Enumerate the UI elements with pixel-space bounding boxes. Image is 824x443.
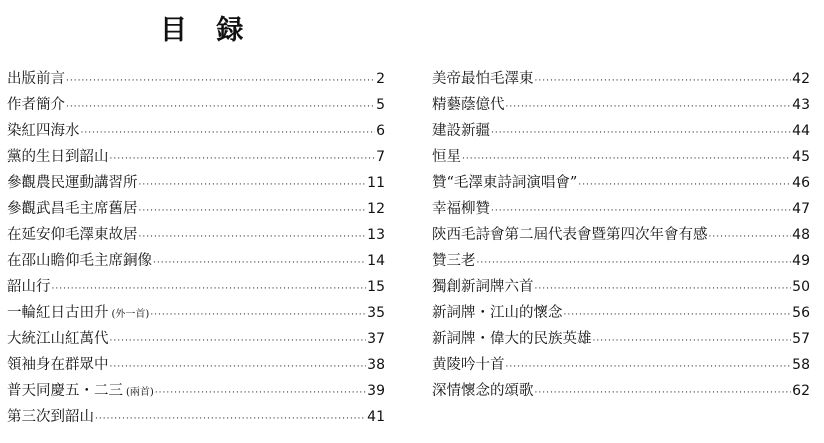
toc-entry-page-number: 2 (376, 71, 385, 87)
toc-entry-title-text: 黄陵吟十首 (432, 357, 505, 373)
toc-entry-page-number: 57 (792, 331, 810, 347)
toc-entry[interactable] (7, 170, 385, 196)
toc-entry-title (7, 222, 138, 248)
dot-leader (139, 224, 367, 250)
toc-entry-title-text: 獨創新詞牌六首 (432, 279, 534, 295)
toc-entry[interactable] (432, 378, 810, 404)
toc-entry[interactable] (7, 222, 385, 248)
page-title: 目 録 (160, 15, 254, 46)
dot-leader (564, 302, 792, 328)
dot-leader (66, 94, 375, 120)
toc-entry-page-number: 12 (367, 201, 385, 217)
toc-entry-title (7, 404, 94, 430)
toc-entry[interactable] (432, 300, 810, 326)
toc-entry-title (7, 92, 65, 118)
toc-entry-title-text: 大統江山紅萬代 (7, 331, 109, 347)
toc-entry-page-number: 43 (792, 97, 810, 113)
toc-entry-title (432, 352, 505, 378)
dot-leader (535, 380, 792, 406)
toc-entry-page-number: 62 (792, 383, 810, 399)
dot-leader (491, 120, 791, 146)
toc-entry-page-number: 49 (792, 253, 810, 269)
toc-entry-title (7, 378, 154, 406)
toc-entry-title (7, 196, 138, 222)
dot-leader (477, 250, 792, 276)
dot-leader (491, 198, 791, 224)
toc-entry[interactable] (432, 92, 810, 118)
dot-leader (153, 250, 366, 276)
dot-leader (535, 276, 792, 302)
toc-entry-page-number: 13 (367, 227, 385, 243)
toc-entry-title (432, 66, 534, 92)
toc-entry[interactable] (7, 248, 385, 274)
toc-entry[interactable] (432, 352, 810, 378)
toc-entry[interactable] (432, 326, 810, 352)
toc-entry[interactable] (7, 274, 385, 300)
dot-leader (462, 146, 791, 172)
toc-entry-page-number: 38 (367, 357, 385, 373)
toc-entry-title (432, 300, 563, 326)
toc-entry-title (432, 274, 534, 300)
dot-leader (110, 328, 367, 354)
dot-leader (150, 302, 366, 328)
toc-entry[interactable] (7, 196, 385, 222)
dot-leader (535, 68, 792, 94)
dot-leader (155, 380, 366, 406)
dot-leader (95, 406, 366, 432)
toc-entry-title-text: 一輪紅日古田升 (7, 305, 109, 321)
toc-entry-title (432, 196, 490, 222)
toc-entry-title (7, 248, 152, 274)
toc-entry-title-text: 出版前言 (7, 71, 65, 87)
toc-entry[interactable] (7, 378, 385, 404)
toc-entry[interactable] (7, 118, 385, 144)
toc-entry-title-text: 新詞牌・江山的懷念 (432, 305, 563, 321)
toc-entry-page-number: 41 (367, 409, 385, 425)
dot-leader (110, 146, 376, 172)
toc-entry[interactable] (432, 274, 810, 300)
toc-entry-title (7, 300, 149, 328)
toc-entry-title-text: 建設新疆 (432, 123, 490, 139)
toc-entry-title-text: 在邵山瞻仰毛主席銅像 (7, 253, 152, 269)
toc-entry-page-number: 14 (367, 253, 385, 269)
toc-entry-title (432, 326, 592, 352)
toc-entry[interactable] (432, 196, 810, 222)
toc-entry[interactable] (7, 144, 385, 170)
toc-entry[interactable] (7, 300, 385, 326)
toc-entry-page-number: 46 (792, 175, 810, 191)
toc-entry[interactable] (7, 326, 385, 352)
toc-entry-page-number: 11 (367, 175, 385, 191)
toc-entry-title (7, 274, 51, 300)
toc-column-right (432, 66, 810, 404)
toc-entry[interactable] (432, 66, 810, 92)
dot-leader (110, 354, 367, 380)
toc-entry-title-text: 贊“毛澤東詩詞演唱會” (432, 175, 578, 191)
toc-entry-title (7, 66, 65, 92)
dot-leader (506, 94, 792, 120)
toc-entry-title-text: 韶山行 (7, 279, 51, 295)
toc-entry-title-text: 新詞牌・偉大的民族英雄 (432, 331, 592, 347)
toc-entry-page-number: 44 (792, 123, 810, 139)
toc-entry-title-text: 在延安仰毛澤東故居 (7, 227, 138, 243)
toc-entry-title (432, 222, 708, 248)
toc-entry-page-number: 5 (376, 97, 385, 113)
toc-entry-page-number: 15 (367, 279, 385, 295)
toc-entry[interactable] (7, 352, 385, 378)
toc-entry-page-number: 48 (792, 227, 810, 243)
toc-entry-title (432, 118, 490, 144)
toc-entry-note: (兩首) (126, 387, 154, 398)
toc-entry-note: (外一首) (111, 309, 150, 320)
toc-entry-title (7, 326, 109, 352)
toc-entry-title-text: 陝西毛詩會第二屆代表會暨第四次年會有感 (432, 227, 708, 243)
toc-entry-title (432, 248, 476, 274)
toc-entry-title (432, 92, 505, 118)
dot-leader (52, 276, 367, 302)
dot-leader (139, 172, 367, 198)
toc-entry-page-number: 45 (792, 149, 810, 165)
toc-entry-page-number: 39 (367, 383, 385, 399)
toc-entry-title-text: 深情懷念的頌歌 (432, 383, 534, 399)
toc-entry[interactable] (432, 118, 810, 144)
toc-entry-title (432, 378, 534, 404)
toc-entry-title-text: 幸福柳贊 (432, 201, 490, 217)
toc-entry[interactable] (432, 170, 810, 196)
toc-entry-title-text: 第三次到韶山 (7, 409, 94, 425)
toc-entry-title (432, 144, 461, 170)
toc-entry-title-text: 精藝蔭億代 (432, 97, 505, 113)
toc-entry[interactable] (432, 248, 810, 274)
toc-entry[interactable] (7, 404, 385, 430)
dot-leader (139, 198, 367, 224)
toc-entry-title (7, 170, 138, 196)
toc-entry-page-number: 50 (792, 279, 810, 295)
toc-entry[interactable] (7, 66, 385, 92)
toc-entry-title-text: 領袖身在群眾中 (7, 357, 109, 373)
toc-entry-title-text: 染紅四海水 (7, 123, 80, 139)
toc-entry-page-number: 6 (376, 123, 385, 139)
toc-entry-page-number: 7 (376, 149, 385, 165)
toc-entry-page-number: 56 (792, 305, 810, 321)
dot-leader (593, 328, 792, 354)
toc-entry-title-text: 美帝最怕毛澤東 (432, 71, 534, 87)
toc-entry[interactable] (432, 144, 810, 170)
toc-entry-page-number: 35 (367, 305, 385, 321)
toc-entry-title-text: 黨的生日到韶山 (7, 149, 109, 165)
dot-leader (709, 224, 792, 250)
toc-entry-title (7, 118, 80, 144)
toc-entry-title (7, 352, 109, 378)
toc-entry-page-number: 58 (792, 357, 810, 373)
toc-entry-page-number: 37 (367, 331, 385, 347)
toc-entry-title-text: 贊三老 (432, 253, 476, 269)
dot-leader (578, 172, 791, 198)
toc-entry-title (7, 144, 109, 170)
toc-entry[interactable] (432, 222, 810, 248)
toc-entry-title (432, 170, 577, 196)
dot-leader (506, 354, 792, 380)
toc-entry-title-text: 參觀農民運動講習所 (7, 175, 138, 191)
toc-entry-title-text: 作者簡介 (7, 97, 65, 113)
toc-entry-title-text: 恒星 (432, 149, 461, 165)
toc-column-left (7, 66, 385, 430)
toc-entry-title-text: 普天同慶五・二三 (7, 383, 123, 399)
dot-leader (66, 68, 375, 94)
toc-entry-page-number: 42 (792, 71, 810, 87)
toc-entry-title-text: 參觀武昌毛主席舊居 (7, 201, 138, 217)
dot-leader (81, 120, 376, 146)
toc-entry-page-number: 47 (792, 201, 810, 217)
toc-entry[interactable] (7, 92, 385, 118)
